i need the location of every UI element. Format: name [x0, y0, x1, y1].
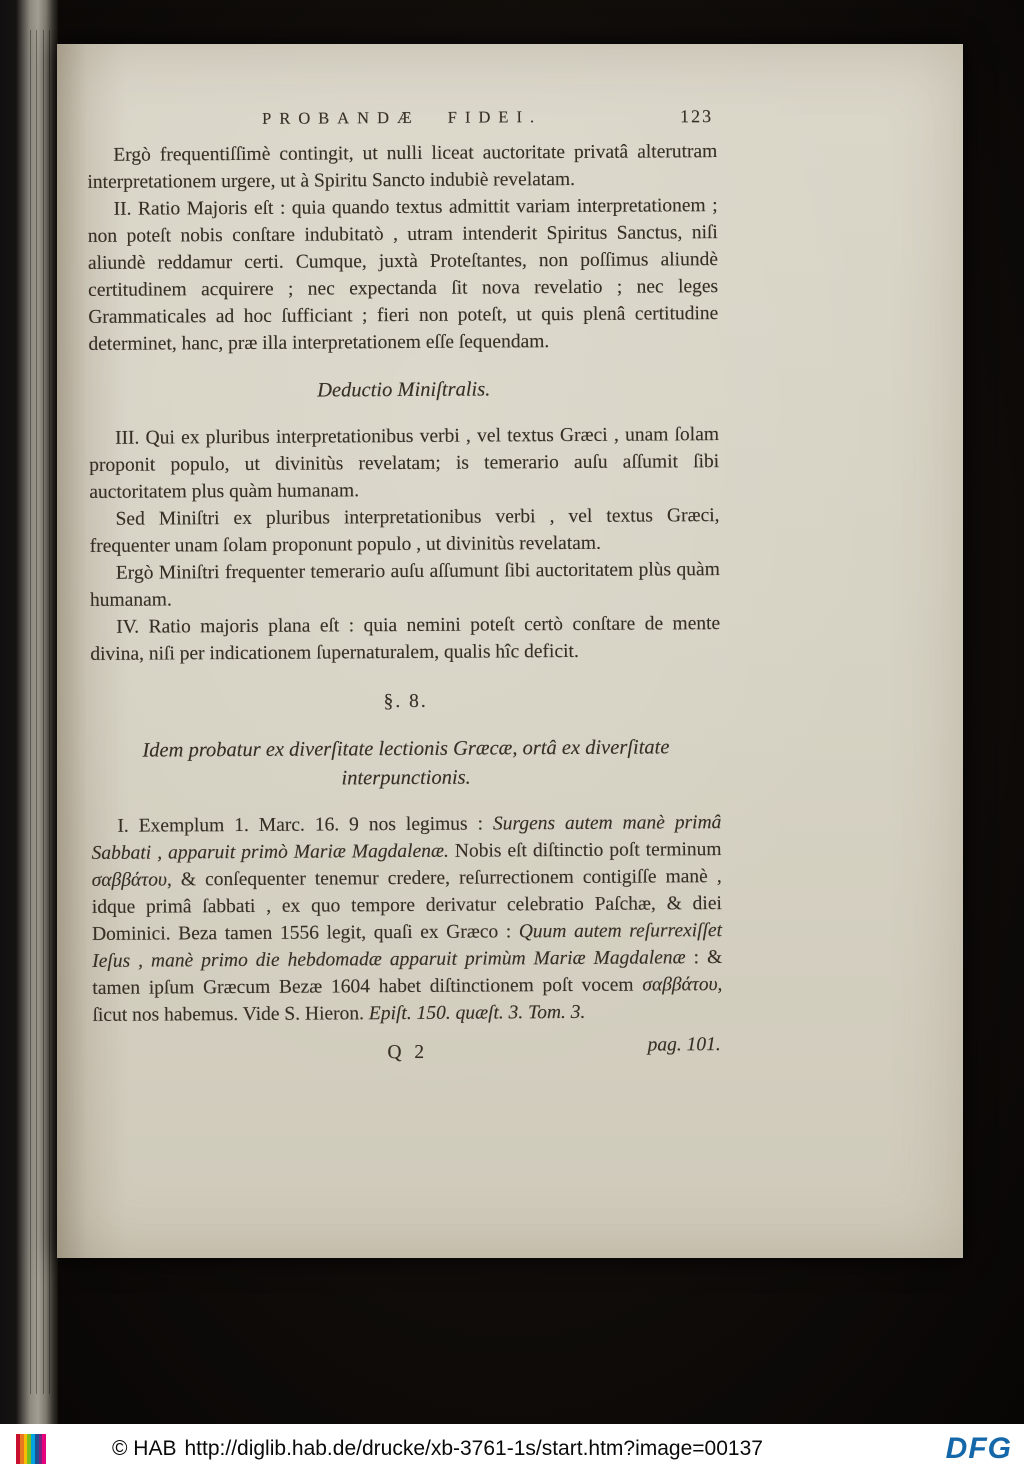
dfg-logo: DFG [945, 1432, 1012, 1465]
para: III. Qui ex pluribus interpretationibus verbi , vel textus Græci , unam ſolam proponit populo, ut divinitùs revelatam; is temerario auſu aſſumit ſibi auctoritatem plus quàm humanam. [89, 424, 720, 503]
catchword: pag. 101. [647, 1034, 721, 1056]
para: I. Exemplum 1. Marc. 16. 9 nos legimus : Surgens autem manè primâ Sabbati , apparuit primò Mariæ Magdalenæ. Nobis eſt diſtinctio poſt terminum σαββάτου, & conſequenter tenemur credere, reſurrectionem contigiſſe manè , idque primâ ſabbati , ex quo tempore derivatur celebratio Paſchæ, & diei Dominici. Beza tamen 1556 legit, quaſi ex Græco : Quum autem reſurrexiſſet Ieſus , manè primo die hebdomadæ apparuit primùm Mariæ Magdalenæ : & tamen ipſum Græcum Bezæ 1604 habet diſtinctionem poſt vocem σαββάτου, ſicut nos habemus. Vide S. Hieron. Epiſt. 150. quæſt. 3. Tom. 3. [91, 812, 723, 1026]
para: Sed Miniſtri ex pluribus interpretationibus verbi , vel textus Græci, frequenter unam ſolam proponunt populo , ut divinitùs revelatam. [89, 505, 720, 557]
footer-caption [112, 1437, 763, 1461]
heading-italic: Deductio Miniſtralis. [317, 378, 491, 402]
page-footer [93, 1034, 723, 1069]
page-number: 123 [680, 106, 714, 127]
running-head [87, 102, 717, 136]
para: Ergò frequentiſſimè contingit, ut nulli liceat auctoritate privatâ alterutram interpretationem urgere, ut à Spiritu Sancto indubiè revelatam. [87, 141, 718, 193]
color-bars-icon [16, 1434, 46, 1464]
signature-mark: Q 2 [387, 1041, 429, 1064]
footer-bar [0, 1424, 1024, 1474]
para: Ergò Miniſtri frequenter temerario auſu aſſumunt ſibi auctoritatem plùs quàm humanam. [89, 559, 720, 611]
footer-url: http://diglib.hab.de/drucke/xb-3761-1s/start.htm?image=00137 [184, 1437, 763, 1460]
page-edge-line [30, 30, 31, 1394]
text-column-wrap [87, 102, 723, 1069]
page-edge-line [43, 30, 44, 1394]
copyright-text: © HAB [112, 1437, 177, 1460]
text-column [87, 138, 722, 1029]
para: IV. Ratio majoris plana eſt : quia nemini poteſt certò conſtare de mente divina, niſi per indicationem ſupernaturalem, qualis hîc deficit. [90, 613, 721, 665]
page-edge-line [36, 30, 37, 1394]
book-page [57, 44, 963, 1258]
para: II. Ratio Majoris eſt : quia quando textus admittit variam interpretationem ; non poteſt nobis conſtare indubitatò , utram intenderit Spiritus Sanctus, niſi aliundè reddamur certi. Cumque, juxtà Proteſtantes, non poſſimus aliundè certitudinem acquirere ; nec expectanda ſit nova revelatio ; nec leges Grammaticales ad hoc ſufficiant ; fieri non poteſt, ut quis plenâ certitudine determinet, hanc, præ illa interpretationem eſſe ſequendam. [87, 195, 719, 355]
section-mark: §. 8. [383, 690, 428, 713]
book-edge [0, 0, 58, 1424]
page-header-title: PROBANDÆ FIDEI. [262, 107, 543, 128]
heading-italic: Idem probatur ex diverſitate lectionis Græcæ, ortâ ex diverſitate interpunctionis. [142, 736, 670, 790]
page-edge-line [49, 30, 50, 1394]
